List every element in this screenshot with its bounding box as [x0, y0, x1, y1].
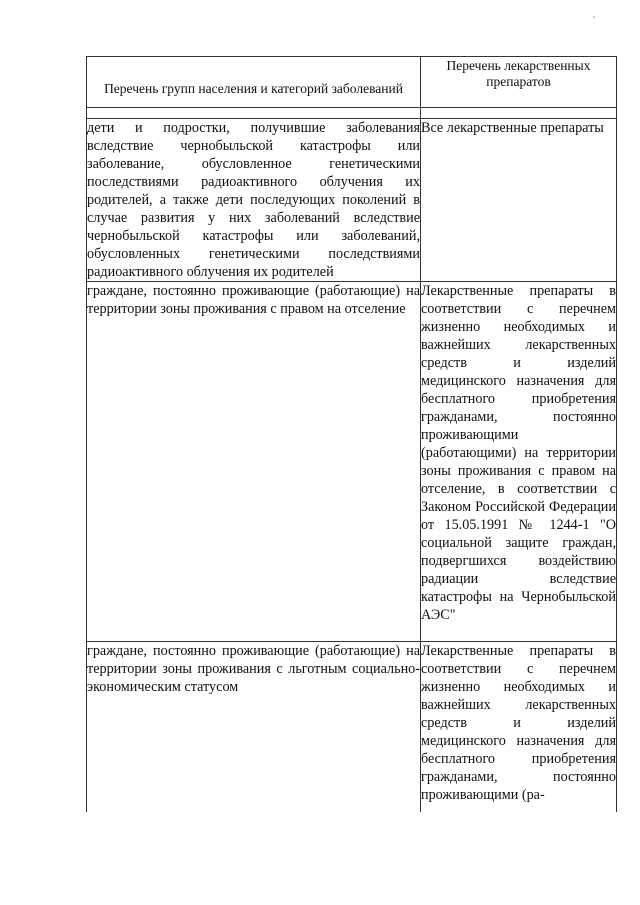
drug-list-table — [86, 56, 617, 812]
header-population-groups: Перечень групп населения и категорий заболеваний — [87, 57, 421, 108]
table-row — [87, 119, 617, 282]
corner-mark: ' — [593, 14, 595, 26]
header-drug-list: Перечень лекарственных препаратов — [421, 57, 617, 108]
spacer-cell — [421, 108, 617, 119]
spacer-cell — [87, 108, 421, 119]
table-spacer-row — [87, 108, 617, 119]
population-group-cell: дети и подростки, получившие заболевания вследствие чернобыльской катастрофы или заболевание, обусловленное генетическими последствиями радиоактивного облучения их родителей, а также дети последующих поколений в случае развития у них заболеваний вследствие чернобыльской катастрофы или заболеваний, обусловленных генетическими последствиями радиоактивного облучения их родителей — [87, 120, 420, 280]
table-row — [87, 282, 617, 642]
population-group-cell: граждане, постоянно проживающие (работающие) на территории зоны проживания с льготным социально-экономическим статусом — [87, 642, 421, 812]
drug-list-cell: Лекарственные препараты в соответствии с перечнем жизненно необходимых и важнейших лекарственных средств и изделий медицинского назначения для бесплатного приобретения гражданами, постоянно проживающими (ра- — [421, 642, 617, 812]
table-header-row — [87, 57, 617, 108]
drug-list-cell: Лекарственные препараты в соответствии с перечнем жизненно необходимых и важнейших лекарственных средств и изделий медицинского назначения для бесплатного приобретения гражданами, постоянно проживающими (работающими) на территории зоны проживания с правом на отселение, в соответствии с Законом Российской Федерации от 15.05.1991 № 1244-1 "О социальной защите граждан, подвергшихся воздействию радиации вследствие катастрофы на Чернобыльской АЭС" — [421, 282, 617, 642]
table-row — [87, 642, 617, 812]
drug-list-cell: Все лекарственные препараты — [421, 119, 617, 282]
population-group-cell: граждане, постоянно проживающие (работающие) на территории зоны проживания с правом на отселение — [87, 282, 421, 642]
